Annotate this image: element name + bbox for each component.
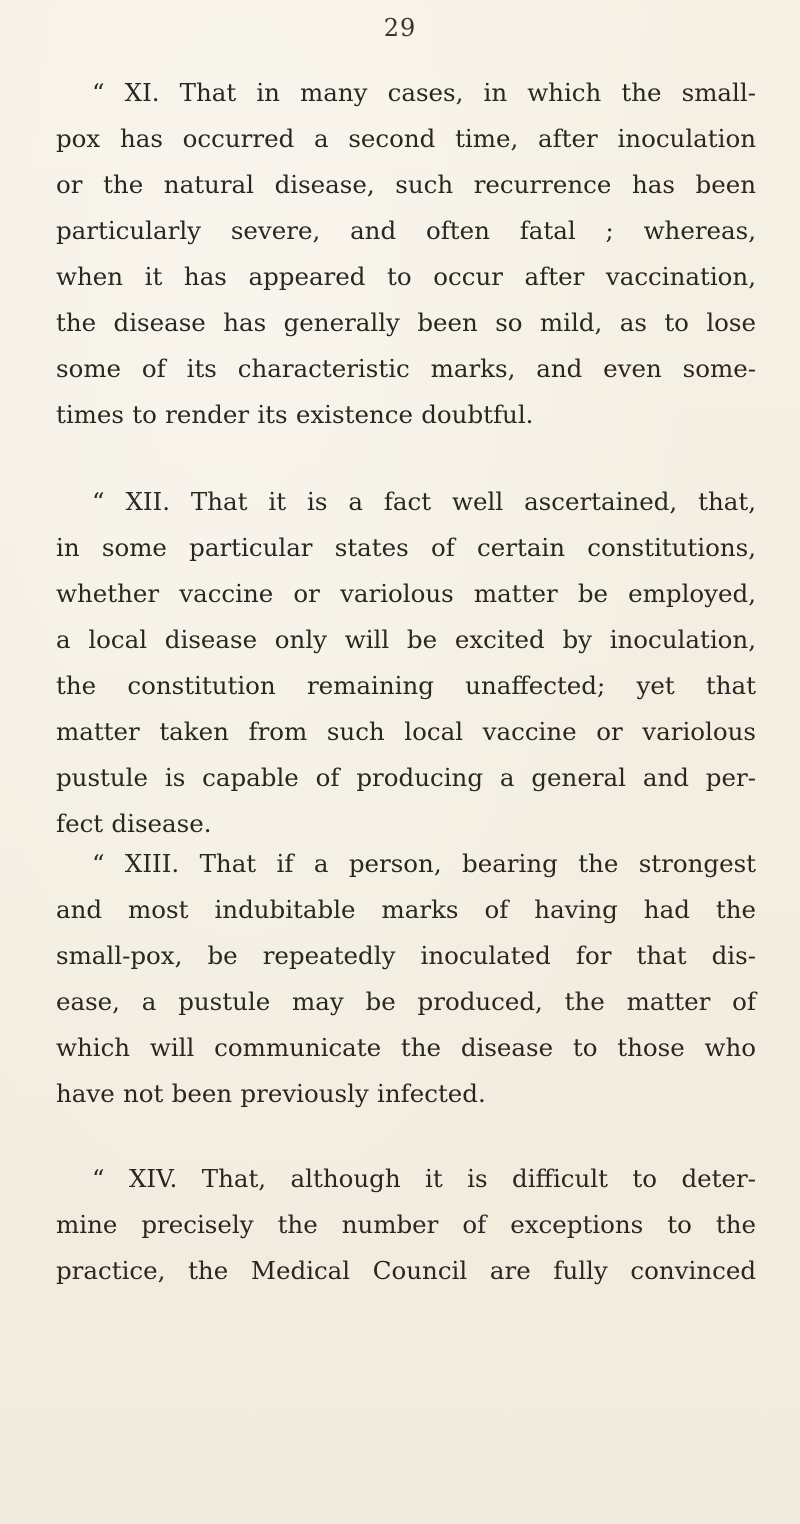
text-line: pustule is capable of producing a general and per- (56, 763, 756, 792)
text-line: times to render its existence doubtful. (56, 400, 534, 429)
text-line: a local disease only will be excited by inoculation, (56, 625, 756, 654)
text-line: pox has occurred a second time, after inoculation (56, 124, 756, 153)
text-line: particularly severe, and often fatal ; whereas, (56, 216, 756, 245)
paragraph-xii (56, 479, 756, 847)
text-line: matter taken from such local vaccine or variolous (56, 717, 756, 746)
text-line: practice, the Medical Council are fully convinced (56, 1256, 756, 1285)
text-line: which will communicate the disease to those who (56, 1033, 756, 1062)
page-number: 29 (383, 14, 417, 42)
text-line: fect disease. (56, 809, 212, 838)
text-line: some of its characteristic marks, and even some- (56, 354, 756, 383)
text-line: when it has appeared to occur after vaccination, (56, 262, 756, 291)
text-line: the disease has generally been so mild, as to lose (56, 308, 756, 337)
paragraph-xiii (56, 841, 756, 1117)
text-line: “ XIV. That, although it is difficult to deter- (92, 1164, 756, 1193)
text-line: “ XIII. That if a person, bearing the strongest (92, 849, 756, 878)
text-line: in some particular states of certain constitutions, (56, 533, 756, 562)
text-line: whether vaccine or variolous matter be employed, (56, 579, 756, 608)
text-line: mine precisely the number of exceptions to the (56, 1210, 756, 1239)
text-line: and most indubitable marks of having had the (56, 895, 756, 924)
text-line: ease, a pustule may be produced, the matter of (56, 987, 756, 1016)
text-line: “ XII. That it is a fact well ascertained, that, (92, 487, 756, 516)
text-line: “ XI. That in many cases, in which the small- (92, 78, 756, 107)
paragraph-xiv (56, 1156, 756, 1294)
paragraph-xi (56, 70, 756, 438)
text-line: small-pox, be repeatedly inoculated for that dis- (56, 941, 756, 970)
text-line: have not been previously infected. (56, 1079, 486, 1108)
text-line: or the natural disease, such recurrence has been (56, 170, 756, 199)
text-line: the constitution remaining unaffected; yet that (56, 671, 756, 700)
